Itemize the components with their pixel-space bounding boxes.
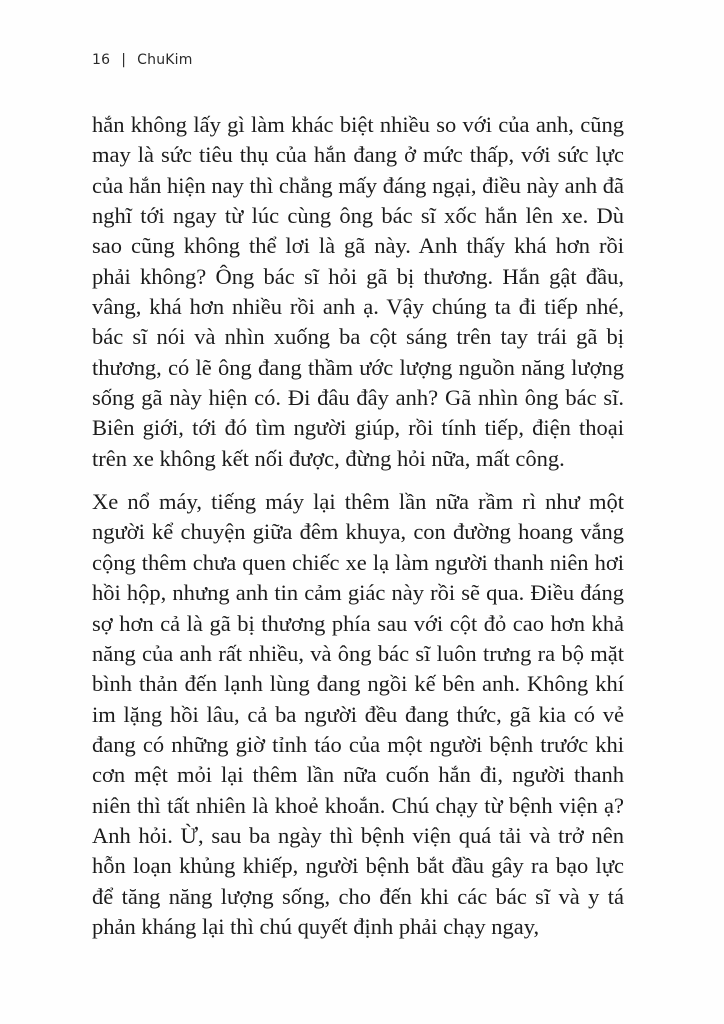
header-separator: |	[121, 52, 127, 68]
body-text	[92, 110, 624, 942]
author-name: ChuKim	[137, 52, 193, 68]
page-number: 16	[92, 52, 111, 68]
paragraph-2: Xe nổ máy, tiếng máy lại thêm lần nữa rầm rì như một người kể chuyện giữa đêm khuya, con đường hoang vắng cộng thêm chưa quen chiếc xe lạ làm người thanh niên hơi hồi hộp, nhưng anh tin cảm giác này rồi sẽ qua. Điều đáng sợ hơn cả là gã bị thương phía sau với cột đỏ cao hơn khả năng của anh rất nhiều, và ông bác sĩ luôn trưng ra bộ mặt bình thản đến lạnh lùng đang ngồi kế bên anh. Không khí im lặng hồi lâu, cả ba người đều đang thức, gã kia có vẻ đang có những giờ tỉnh táo của một người bệnh trước khi cơn mệt mỏi lại thêm lần nữa cuốn hắn đi, người thanh niên thì tất nhiên là khoẻ khoắn. Chú chạy từ bệnh viện ạ? Anh hỏi. Ừ, sau ba ngày thì bệnh viện quá tải và trở nên hỗn loạn khủng khiếp, người bệnh bắt đầu gây ra bạo lực để tăng năng lượng sống, cho đến khi các bác sĩ và y tá phản kháng lại thì chú quyết định phải chạy ngay,	[92, 489, 624, 939]
paragraph-1: hắn không lấy gì làm khác biệt nhiều so với của anh, cũng may là sức tiêu thụ của hắn đang ở mức thấp, với sức lực của hắn hiện nay thì chẳng mấy đáng ngại, điều này anh đã nghĩ tới ngay từ lúc cùng ông bác sĩ xốc hắn lên xe. Dù sao cũng không thể lơi là gã này. Anh thấy khá hơn rồi phải không? Ông bác sĩ hỏi gã bị thương. Hắn gật đầu, vâng, khá hơn nhiều rồi anh ạ. Vậy chúng ta đi tiếp nhé, bác sĩ nói và nhìn xuống ba cột sáng trên tay trái gã bị thương, có lẽ ông đang thầm ước lượng nguồn năng lượng sống gã này hiện có. Đi đâu đây anh? Gã nhìn ông bác sĩ. Biên giới, tới đó tìm người giúp, rồi tính tiếp, điện thoại trên xe không kết nối được, đừng hỏi nữa, mất công.	[92, 112, 624, 471]
running-header	[92, 52, 193, 68]
